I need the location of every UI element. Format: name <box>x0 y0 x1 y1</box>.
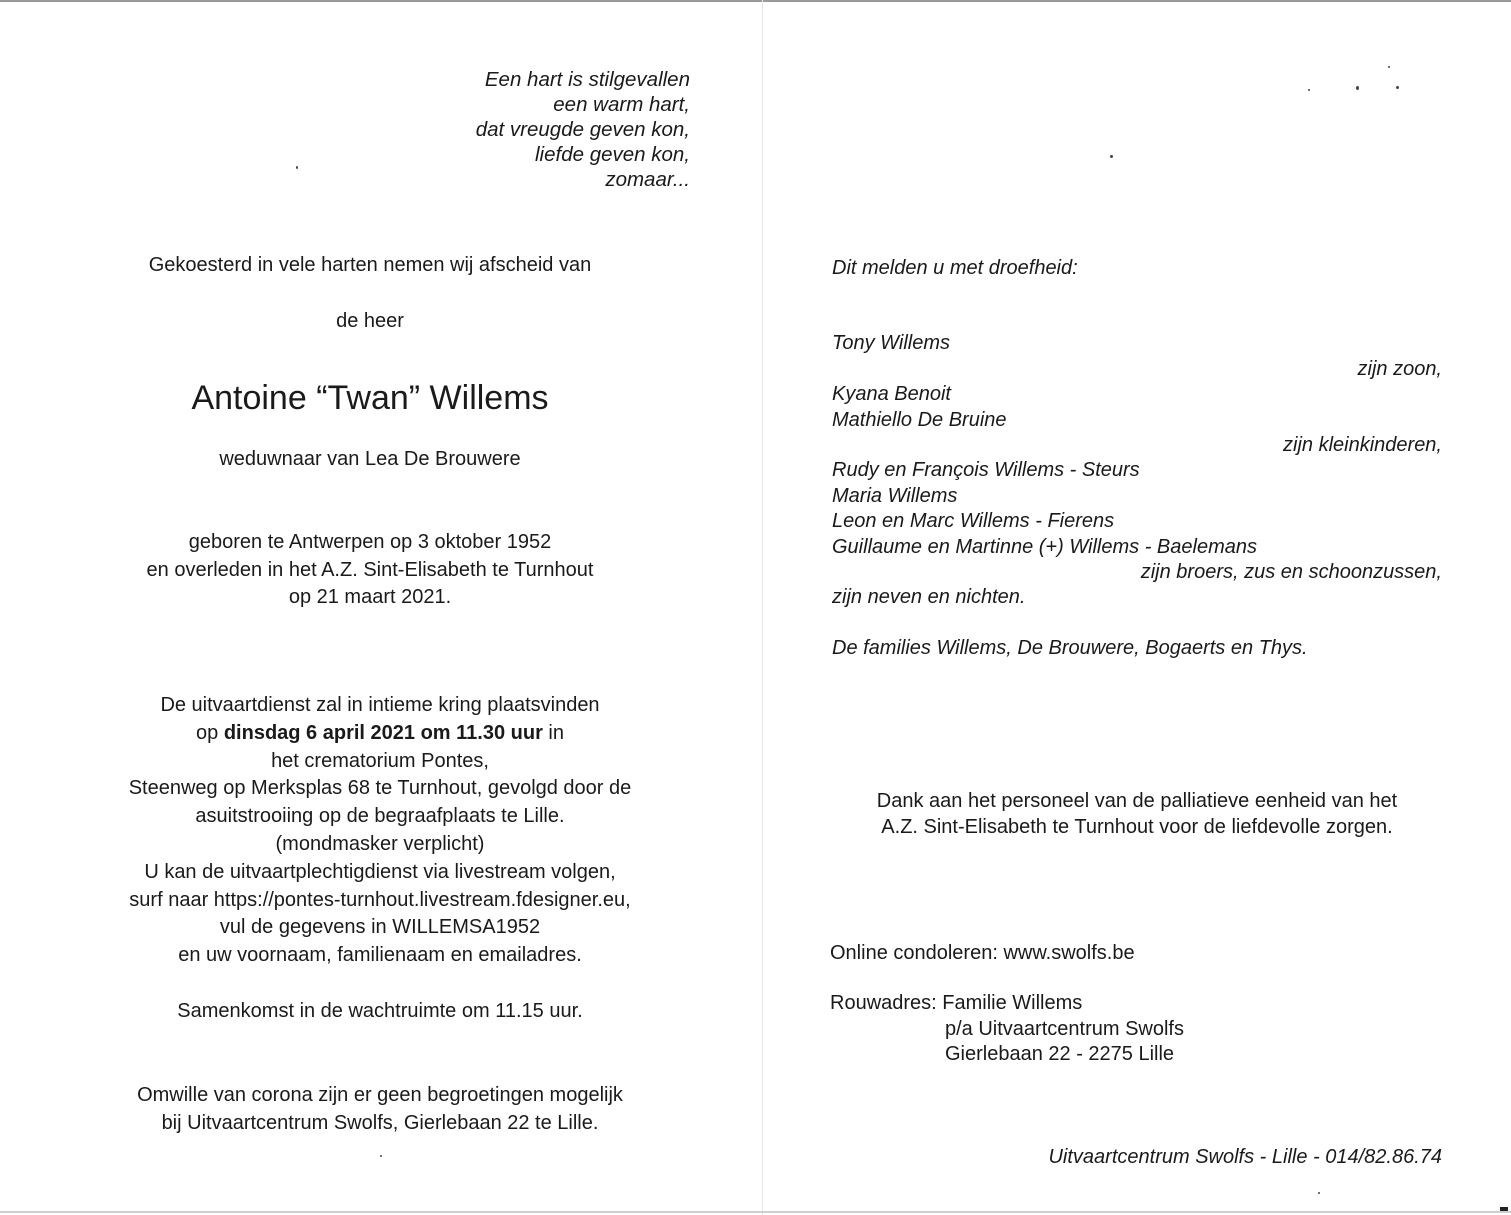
son-name: Tony Willems <box>832 332 950 354</box>
service-line: asuitstrooiing op de begraafplaats te Lille. <box>195 805 565 828</box>
deceased-name: Antoine “Twan” Willems <box>191 379 549 417</box>
poem-line: dat vreugde geven kon, <box>475 118 690 141</box>
grandchild-name: Kyana Benoit <box>832 383 951 405</box>
scan-speck <box>1110 155 1113 158</box>
cousins-line: zijn neven en nichten. <box>832 586 1026 608</box>
top-edge-rule <box>0 0 1511 2</box>
widower-of: weduwnaar van Lea De Brouwere <box>219 448 521 470</box>
siblings-relation: zijn broers, zus en schoonzussen, <box>1140 561 1442 583</box>
service-datetime-line <box>60 720 700 748</box>
thanks-line: A.Z. Sint-Elisabeth te Turnhout voor de liefdevolle zorgen. <box>881 816 1393 838</box>
corona-note <box>60 1082 700 1137</box>
bottom-edge-rule <box>0 1211 1511 1213</box>
gathering-note: Samenkomst in de wachtruimte om 11.15 uur. <box>177 1000 583 1022</box>
service-line: en uw voornaam, familienaam en emailadres. <box>178 944 582 967</box>
livestream-url-line: surf naar https://pontes-turnhout.livestream.fdesigner.eu, <box>129 888 631 911</box>
funeral-home-footer: Uitvaartcentrum Swolfs - Lille - 014/82.86.74 <box>1048 1146 1442 1168</box>
sibling-name: Guillaume en Martinne (+) Willems - Baelemans <box>832 535 1257 558</box>
birth-death-details <box>80 529 660 612</box>
service-datetime: dinsdag 6 april 2021 om 11.30 uur <box>223 721 543 744</box>
corona-line: bij Uitvaartcentrum Swolfs, Gierlebaan 22 te Lille. <box>161 1111 599 1134</box>
thanks-line: Dank aan het personeel van de palliatieve eenheid van het <box>876 790 1398 812</box>
address-line: Gierlebaan 22 - 2275 Lille <box>945 1043 1175 1065</box>
service-line: De uitvaartdienst zal in intieme kring plaatsvinden <box>160 694 600 716</box>
honorific: de heer <box>336 310 404 332</box>
scan-speck <box>296 166 298 169</box>
scan-speck <box>1356 86 1359 90</box>
service-line: het crematorium Pontes, <box>271 749 489 772</box>
service-line: Steenweg op Merksplas 68 te Turnhout, gevolgd door de <box>128 777 632 800</box>
poem-line: liefde geven kon, <box>534 143 690 166</box>
address-label: Rouwadres: Familie Willems <box>830 992 1083 1014</box>
grandchild-name: Mathiello De Bruine <box>832 408 1007 431</box>
funeral-service-details <box>60 692 700 970</box>
scan-speck <box>380 1155 382 1157</box>
scan-speck <box>1308 89 1310 91</box>
service-prefix: op <box>196 721 224 744</box>
sibling-name: Leon en Marc Willems - Fierens <box>832 510 1115 532</box>
death-date-line: op 21 maart 2021. <box>288 586 452 608</box>
son-relation: zijn zoon, <box>1357 358 1442 380</box>
siblings-list <box>832 458 1442 560</box>
service-suffix: in <box>542 721 564 744</box>
birth-line: geboren te Antwerpen op 3 oktober 1952 <box>188 531 552 553</box>
death-line: en overleden in het A.Z. Sint-Elisabeth te Turnhout <box>146 558 594 581</box>
sibling-name: Rudy en François Willems - Steurs <box>832 459 1140 481</box>
corona-line: Omwille van corona zijn er geen begroetingen mogelijk <box>137 1084 623 1106</box>
poem-line: een warm hart, <box>553 93 690 116</box>
sibling-name: Maria Willems <box>832 484 958 507</box>
grandchildren-relation: zijn kleinkinderen, <box>1283 434 1442 456</box>
service-line: (mondmasker verplicht) <box>275 832 485 855</box>
announcement: Dit melden u met droefheid: <box>832 257 1078 279</box>
scan-speck <box>1500 1207 1508 1211</box>
service-line: U kan de uitvaartplechtigdienst via livestream volgen, <box>144 860 616 883</box>
online-condolences: Online condoleren: www.swolfs.be <box>830 942 1135 964</box>
poem-line: Een hart is stilgevallen <box>484 68 690 91</box>
scan-speck <box>1396 86 1399 89</box>
families-line: De families Willems, De Brouwere, Bogaerts en Thys. <box>832 637 1308 659</box>
scan-speck <box>1388 66 1390 68</box>
scan-speck <box>1318 1192 1320 1194</box>
mourning-address <box>830 991 1184 1068</box>
thanks-note <box>832 788 1442 840</box>
grandchildren-list <box>832 382 1442 433</box>
poem <box>380 67 690 192</box>
card-fold <box>762 0 763 1215</box>
address-line: p/a Uitvaartcentrum Swolfs <box>945 1017 1184 1040</box>
service-line: vul de gegevens in WILLEMSA1952 <box>219 916 541 939</box>
intro-text: Gekoesterd in vele harten nemen wij afscheid van <box>148 254 592 276</box>
poem-line: zomaar... <box>605 168 690 191</box>
